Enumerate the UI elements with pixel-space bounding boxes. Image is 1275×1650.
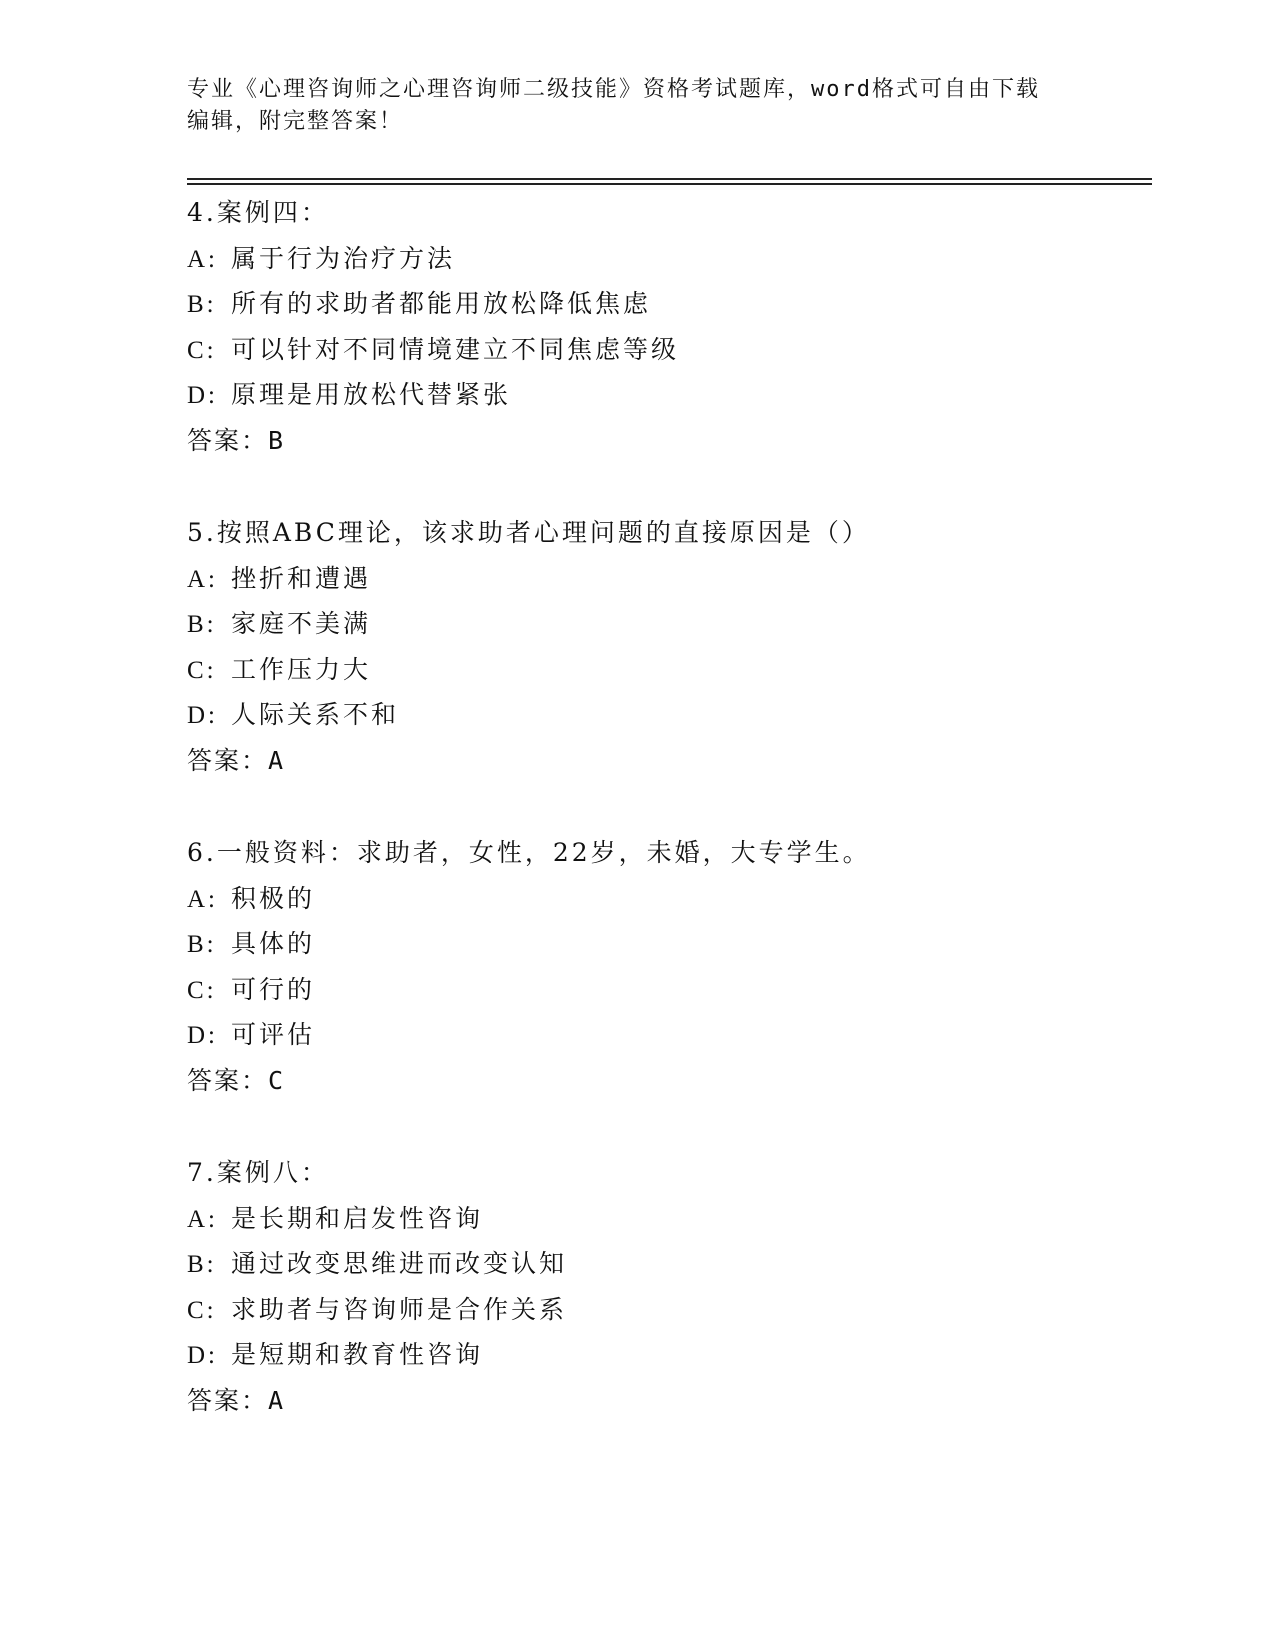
answer-row [187,738,1152,784]
question-title: 4.案例四： [187,198,329,227]
option-text: 所有的求助者都能用放松降低焦虑 [231,289,652,318]
header-divider [187,178,1152,180]
option-letter: D: [187,1342,218,1369]
option-text: 积极的 [231,883,316,913]
question-title: 7.案例八： [187,1158,329,1187]
option-text: 人际关系不和 [231,700,400,729]
option-letter: C: [187,656,217,684]
option-row [187,1196,1152,1242]
answer-label: 答案： [187,745,269,775]
option-row [187,1332,1152,1378]
option-letter: A: [187,1205,218,1233]
option-text: 是长期和启发性咨询 [231,1203,484,1233]
option-row [187,556,1152,602]
option-row [187,647,1152,693]
option-text: 求助者与咨询师是合作关系 [231,1294,568,1324]
question-block [187,190,1152,510]
question-block [187,1150,1152,1470]
header-text: 格式可自由下载 [872,77,1041,102]
option-row [187,921,1152,967]
answer-label: 答案： [187,1385,269,1415]
answer-label: 答案： [187,1065,269,1095]
option-text: 原理是用放松代替紧张 [231,380,512,409]
option-text: 挫折和遭遇 [231,563,372,593]
answer-value: B [268,425,286,455]
option-letter: D: [187,1022,218,1049]
answer-value: C [268,1065,286,1095]
answer-label: 答案： [187,425,269,455]
option-row [187,1241,1152,1287]
header-text: 专业《心理咨询师之心理咨询师二级技能》资格考试题库， [187,77,812,102]
option-row [187,1287,1152,1333]
option-row [187,236,1152,282]
question-block [187,510,1152,830]
option-row [187,327,1152,373]
option-letter: C: [187,976,217,1004]
option-row [187,1012,1152,1058]
option-text: 可评估 [231,1020,316,1049]
question-list [187,190,1152,1470]
option-letter: B: [187,291,217,318]
header-line-2: 编辑，附完整答案！ [187,109,404,134]
question-title: 6.一般资料：求助者，女性，22岁，未婚，大专学生。 [187,838,871,867]
option-letter: A: [187,885,218,913]
option-text: 属于行为治疗方法 [231,243,456,273]
answer-row [187,1058,1152,1104]
option-text: 通过改变思维进而改变认知 [231,1249,568,1278]
option-letter: D: [187,382,218,409]
option-row [187,876,1152,922]
option-row [187,967,1152,1013]
header-line-1 [187,74,1067,106]
document-header [187,74,1067,138]
option-letter: B: [187,611,217,638]
option-text: 可行的 [231,974,316,1004]
option-text: 具体的 [231,929,316,958]
option-letter: A: [187,245,218,273]
option-text: 工作压力大 [231,654,372,684]
option-letter: D: [187,702,218,729]
header-divider [187,183,1152,185]
header-word-text: word [811,77,872,102]
option-letter: C: [187,336,217,364]
option-letter: C: [187,1296,217,1324]
question-title: 5.按照ABC理论，该求助者心理问题的直接原因是（） [187,518,870,547]
option-row [187,372,1152,418]
answer-value: A [268,1385,286,1415]
option-text: 是短期和教育性咨询 [231,1340,484,1369]
answer-value: A [268,745,286,775]
answer-row [187,1378,1152,1424]
option-letter: B: [187,931,217,958]
option-text: 可以针对不同情境建立不同焦虑等级 [231,334,680,364]
option-row [187,601,1152,647]
question-block [187,830,1152,1150]
option-row [187,692,1152,738]
option-letter: A: [187,565,218,593]
answer-row [187,418,1152,464]
option-letter: B: [187,1251,217,1278]
option-text: 家庭不美满 [231,609,372,638]
option-row [187,281,1152,327]
